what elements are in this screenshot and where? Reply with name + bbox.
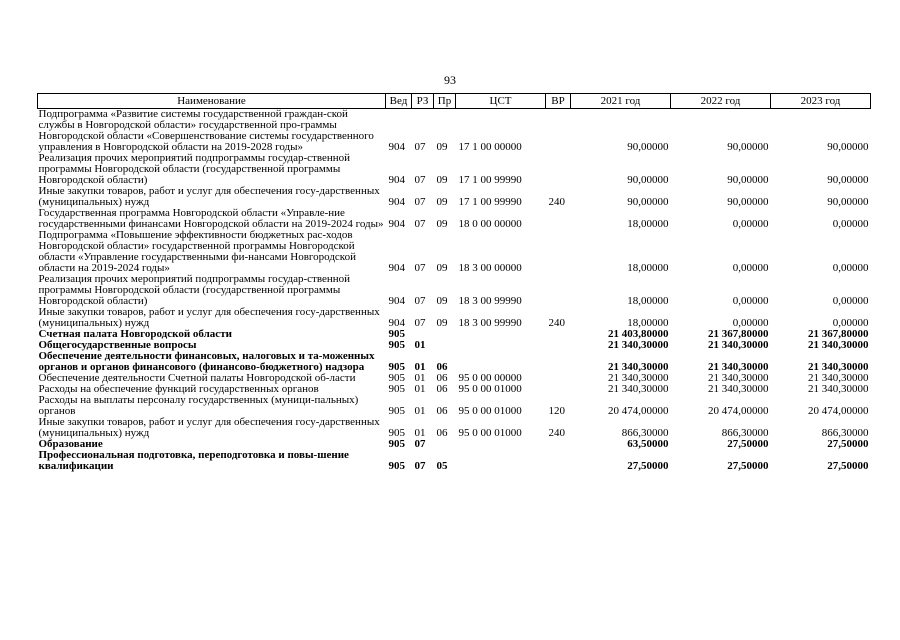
- table-row: [38, 351, 871, 373]
- col-header-ved: Вед: [386, 94, 412, 109]
- col-header-pr: Пр: [434, 94, 456, 109]
- cell-y2022: 27,50000: [727, 438, 769, 450]
- cell-name: Профессиональная подготовка, переподготовка и повы-шение квалификации: [38, 449, 349, 472]
- cell-ved: 905: [388, 361, 405, 373]
- cell-pr: 09: [436, 262, 448, 274]
- col-header-rz: РЗ: [412, 94, 434, 109]
- cell-vr: [546, 274, 571, 307]
- cell-cst: [456, 450, 546, 472]
- cell-pr: [434, 439, 456, 450]
- cell-y2023: 21 340,30000: [808, 339, 869, 351]
- table-row: [38, 208, 871, 230]
- cell-pr: 06: [436, 372, 448, 384]
- table-row: [38, 153, 871, 186]
- cell-y2022: 0,00000: [732, 262, 769, 274]
- cell-vr: 240: [548, 317, 565, 329]
- cell-y2022: 866,30000: [721, 427, 769, 439]
- col-header-vr: ВР: [546, 94, 571, 109]
- cell-y2023: 0,00000: [832, 262, 869, 274]
- cell-y2022: 21 340,30000: [708, 361, 769, 373]
- cell-ved: 905: [388, 405, 405, 417]
- table-body: [38, 109, 871, 473]
- cell-y2021: 63,50000: [627, 438, 669, 450]
- cell-name: Реализация прочих мероприятий подпрограммы государ-ственной программы Новгородской области (государственной программы Новгородской области): [38, 152, 351, 186]
- cell-y2023: 21 367,80000: [808, 328, 869, 340]
- table-header-row: [38, 94, 871, 109]
- cell-y2021: 20 474,00000: [608, 405, 669, 417]
- cell-rz: 07: [414, 262, 426, 274]
- cell-ved: 905: [388, 339, 405, 351]
- cell-ved: 904: [388, 295, 405, 307]
- cell-y2023: 20 474,00000: [808, 405, 869, 417]
- cell-y2023: 21 340,30000: [808, 383, 869, 395]
- col-header-2021: 2021 год: [571, 94, 671, 109]
- cell-ved: 905: [388, 427, 405, 439]
- cell-pr: 09: [436, 317, 448, 329]
- budget-table: [37, 93, 871, 472]
- table-row: [38, 450, 871, 472]
- cell-y2022: 21 340,30000: [708, 372, 769, 384]
- cell-ved: 904: [388, 218, 405, 230]
- col-header-cst: ЦСТ: [456, 94, 546, 109]
- cell-vr: 240: [548, 196, 565, 208]
- cell-y2022: 20 474,00000: [708, 405, 769, 417]
- cell-vr: [546, 450, 571, 472]
- cell-ved: 905: [388, 460, 405, 472]
- table-row: [38, 186, 871, 208]
- cell-name: Обеспечение деятельности финансовых, налоговых и та-моженных органов и органов финансового (финансово-бюджетного) надзора: [38, 350, 375, 373]
- cell-pr: 09: [436, 196, 448, 208]
- cell-rz: 01: [414, 427, 426, 439]
- cell-cst: 17 1 00 00000: [458, 141, 522, 153]
- cell-y2022: 0,00000: [732, 295, 769, 307]
- cell-rz: 07: [414, 196, 426, 208]
- cell-rz: 01: [414, 339, 426, 351]
- cell-pr: [434, 329, 456, 340]
- cell-y2021: 27,50000: [627, 460, 669, 472]
- cell-ved: 904: [388, 141, 405, 153]
- cell-y2023: 90,00000: [827, 196, 869, 208]
- cell-y2022: 0,00000: [732, 218, 769, 230]
- cell-y2022: 27,50000: [727, 460, 769, 472]
- cell-ved: 904: [388, 196, 405, 208]
- cell-rz: 01: [414, 405, 426, 417]
- cell-name: Расходы на обеспечение функций государственных органов: [38, 383, 319, 395]
- cell-cst: 18 3 00 00000: [458, 262, 522, 274]
- cell-cst: [456, 340, 546, 351]
- cell-y2023: 866,30000: [821, 427, 869, 439]
- cell-cst: [456, 439, 546, 450]
- cell-vr: [546, 153, 571, 186]
- cell-pr: 06: [436, 427, 448, 439]
- cell-y2021: 90,00000: [627, 174, 669, 186]
- cell-y2023: 21 340,30000: [808, 372, 869, 384]
- cell-cst: 95 0 00 01000: [458, 427, 522, 439]
- cell-y2021: 18,00000: [627, 262, 669, 274]
- cell-y2021: 18,00000: [627, 317, 669, 329]
- cell-vr: 120: [548, 405, 565, 417]
- cell-pr: 06: [436, 405, 448, 417]
- cell-y2022: 21 367,80000: [708, 328, 769, 340]
- table-row: [38, 395, 871, 417]
- cell-cst: 18 3 00 99990: [458, 317, 522, 329]
- cell-y2023: 0,00000: [832, 317, 869, 329]
- cell-y2022: 90,00000: [727, 141, 769, 153]
- cell-cst: 18 3 00 99990: [458, 295, 522, 307]
- cell-rz: 07: [414, 460, 426, 472]
- cell-name: Обеспечение деятельности Счетной палаты Новгородской об-ласти: [38, 372, 356, 384]
- table-row: [38, 307, 871, 329]
- cell-y2023: 0,00000: [832, 218, 869, 230]
- cell-rz: 07: [414, 218, 426, 230]
- cell-cst: [456, 351, 546, 373]
- page-number: 93: [444, 73, 456, 87]
- cell-vr: [546, 384, 571, 395]
- col-header-name: Наименование: [38, 94, 386, 109]
- cell-rz: 01: [414, 372, 426, 384]
- cell-vr: [546, 351, 571, 373]
- cell-y2023: 21 340,30000: [808, 361, 869, 373]
- cell-pr: 09: [436, 141, 448, 153]
- cell-rz: 07: [414, 174, 426, 186]
- cell-y2022: 0,00000: [732, 317, 769, 329]
- cell-vr: [546, 373, 571, 384]
- cell-y2023: 27,50000: [827, 460, 869, 472]
- cell-y2022: 21 340,30000: [708, 339, 769, 351]
- cell-name: Реализация прочих мероприятий подпрограммы государ-ственной программы Новгородской области (государственной программы Новгородской области): [38, 273, 351, 307]
- cell-cst: 95 0 00 01000: [458, 405, 522, 417]
- cell-pr: 09: [436, 295, 448, 307]
- cell-y2021: 21 340,30000: [608, 372, 669, 384]
- cell-pr: 06: [436, 383, 448, 395]
- cell-name: Государственная программа Новгородской области «Управле-ние государственными финансами Новгородской области на 2019-2024 годы»: [38, 207, 384, 230]
- cell-vr: [546, 439, 571, 450]
- cell-cst: 95 0 00 00000: [458, 372, 522, 384]
- cell-y2021: 18,00000: [627, 218, 669, 230]
- cell-rz: 07: [414, 317, 426, 329]
- cell-vr: [546, 109, 571, 154]
- cell-name: Иные закупки товаров, работ и услуг для обеспечения госу-дарственных (муниципальных) нужд: [38, 185, 380, 208]
- cell-name: Подпрограмма «Повышение эффективности бюджетных рас-ходов Новгородской области» государственной программы Новгородской области «Управление государственными фи-нансами Новгородской области на 2019-2024 годы»: [38, 229, 356, 274]
- cell-name: Общегосударственные вопросы: [38, 339, 197, 351]
- cell-vr: 240: [548, 427, 565, 439]
- cell-y2021: 21 340,30000: [608, 339, 669, 351]
- cell-name: Иные закупки товаров, работ и услуг для обеспечения госу-дарственных (муниципальных) нужд: [38, 416, 380, 439]
- cell-ved: 905: [388, 383, 405, 395]
- cell-y2022: 90,00000: [727, 174, 769, 186]
- cell-vr: [546, 208, 571, 230]
- cell-cst: [456, 329, 546, 340]
- cell-y2021: 21 340,30000: [608, 361, 669, 373]
- col-header-2023: 2023 год: [771, 94, 871, 109]
- cell-y2021: 21 340,30000: [608, 383, 669, 395]
- cell-y2021: 18,00000: [627, 295, 669, 307]
- cell-pr: [434, 340, 456, 351]
- cell-rz: 07: [414, 438, 426, 450]
- cell-rz: 07: [414, 141, 426, 153]
- cell-pr: 09: [436, 174, 448, 186]
- cell-pr: 06: [436, 361, 448, 373]
- cell-pr: 05: [436, 460, 448, 472]
- cell-y2023: 90,00000: [827, 141, 869, 153]
- cell-cst: 17 1 00 99990: [458, 196, 522, 208]
- cell-pr: 09: [436, 218, 448, 230]
- cell-y2023: 0,00000: [832, 295, 869, 307]
- cell-ved: 904: [388, 174, 405, 186]
- cell-vr: [546, 340, 571, 351]
- cell-vr: [546, 329, 571, 340]
- col-header-2022: 2022 год: [671, 94, 771, 109]
- cell-name: Расходы на выплаты персоналу государственных (муници-пальных) органов: [38, 394, 359, 417]
- cell-rz: 01: [414, 383, 426, 395]
- cell-y2023: 27,50000: [827, 438, 869, 450]
- cell-vr: [546, 230, 571, 274]
- cell-ved: 904: [388, 262, 405, 274]
- cell-rz: 07: [414, 295, 426, 307]
- cell-ved: 904: [388, 317, 405, 329]
- cell-name: Образование: [38, 438, 103, 450]
- cell-cst: 95 0 00 01000: [458, 383, 522, 395]
- cell-y2021: 90,00000: [627, 196, 669, 208]
- cell-y2021: 866,30000: [621, 427, 669, 439]
- cell-name: Иные закупки товаров, работ и услуг для обеспечения госу-дарственных (муниципальных) нужд: [38, 306, 380, 329]
- cell-y2022: 90,00000: [727, 196, 769, 208]
- cell-y2021: 90,00000: [627, 141, 669, 153]
- cell-cst: 17 1 00 99990: [458, 174, 522, 186]
- table-row: [38, 417, 871, 439]
- cell-y2022: 21 340,30000: [708, 383, 769, 395]
- cell-ved: 905: [388, 328, 405, 340]
- cell-rz: 01: [414, 361, 426, 373]
- cell-y2023: 90,00000: [827, 174, 869, 186]
- cell-ved: 905: [388, 372, 405, 384]
- table-row: [38, 230, 871, 274]
- cell-name: Подпрограмма «Развитие системы государственной граждан-ской службы в Новгородской области» государственной про-граммы Новгородской области «Совершенствование системы государственного управления в Новгородской области на 2019-2028 годы»: [38, 108, 374, 153]
- table-row: [38, 274, 871, 307]
- cell-y2021: 21 403,80000: [608, 328, 669, 340]
- cell-cst: 18 0 00 00000: [458, 218, 522, 230]
- cell-ved: 905: [388, 438, 405, 450]
- table-row: [38, 109, 871, 154]
- cell-name: Счетная палата Новгородской области: [38, 328, 232, 340]
